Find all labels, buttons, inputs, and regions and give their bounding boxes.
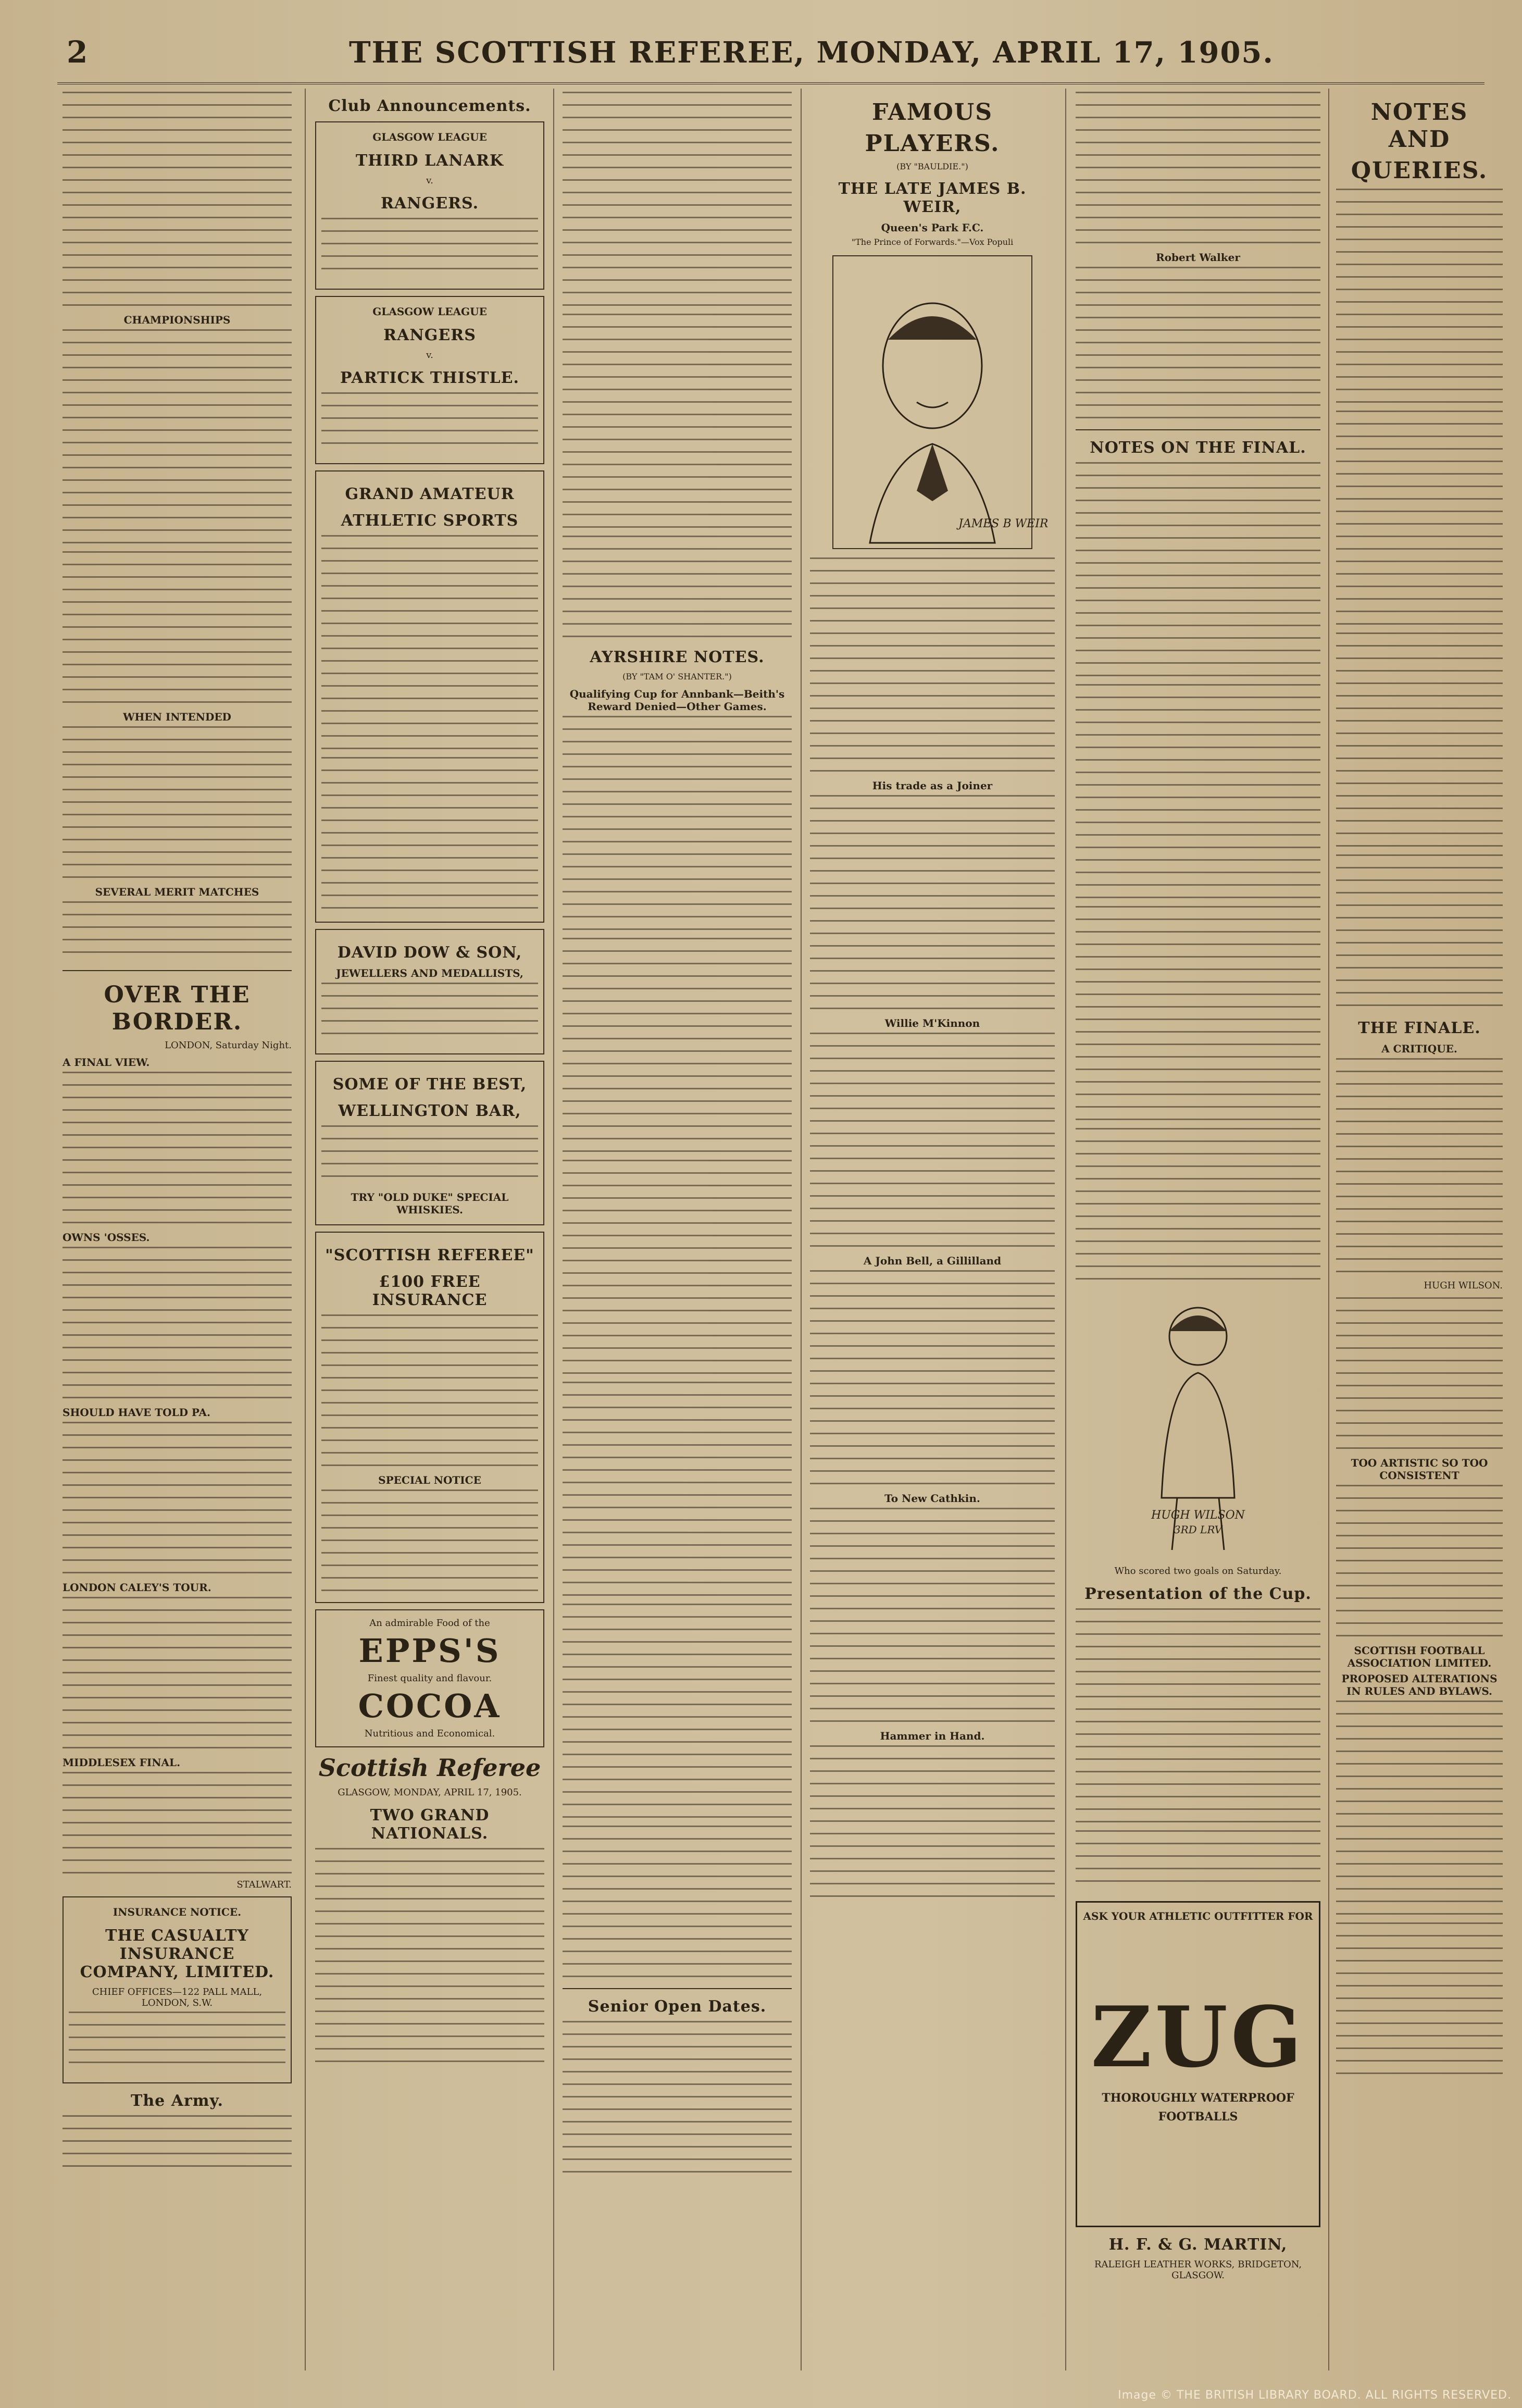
text-block (563, 92, 792, 311)
text-block (321, 535, 538, 754)
ad-company-address: RALEIGH LEATHER WORKS, BRIDGETON, GLASGOW. (1094, 2259, 1302, 2281)
text-block (1076, 1128, 1320, 1284)
text-block (63, 1072, 292, 1228)
ad-team-home: RANGERS (383, 326, 476, 344)
sketch-illustration (1120, 1289, 1276, 1560)
ad-old-duke: TRY "OLD DUKE" SPECIAL WHISKIES. (351, 1191, 509, 1216)
ad-vs: v. (426, 350, 433, 361)
subhead-several-merit: SEVERAL MERIT MATCHES (95, 886, 259, 898)
column-rule (553, 89, 554, 2370)
subhead-new-cathkin: To New Cathkin. (884, 1492, 980, 1505)
ad-epps-name: EPPS'S (358, 1632, 501, 1670)
ad-third-lanark-rangers (315, 121, 544, 290)
ad-epps-quality: Finest quality and flavour. (367, 1673, 492, 1684)
text-block (1076, 906, 1320, 1125)
text-block (1336, 1058, 1503, 1277)
sketch-caption-name: HUGH WILSON (1151, 1509, 1245, 1522)
ad-team-home: THIRD LANARK (355, 152, 504, 170)
text-block (63, 551, 292, 707)
ayrshire-notes-title: AYRSHIRE NOTES. (590, 648, 765, 666)
text-block (810, 1745, 1055, 1902)
insurance-notice-title: INSURANCE NOTICE. (113, 1906, 242, 1918)
subhead-championships: CHAMPIONSHIPS (123, 314, 231, 326)
ad-grand-amateur: GRAND AMATEUR (345, 485, 515, 503)
text-block (63, 2115, 292, 2178)
senior-open-dates: Senior Open Dates. (588, 1997, 767, 2016)
ad-epps-tag: An admirable Food of the (369, 1618, 490, 1629)
column-4 (810, 89, 1055, 2370)
ad-wellington-name: WELLINGTON BAR, (338, 1102, 521, 1120)
portrait-caption: JAMES B WEIR (958, 517, 1049, 530)
subhead-should-have-told: SHOULD HAVE TOLD PA. (63, 1406, 210, 1419)
text-block (63, 1597, 292, 1753)
portrait-james-weir (832, 255, 1049, 549)
subhead-john-bell: A John Bell, a Gillilland (863, 1255, 1002, 1267)
text-block (63, 1772, 292, 1876)
divider (1076, 429, 1320, 430)
newspaper-title: THE SCOTTISH REFEREE, MONDAY, APRIL 17, 1905. (349, 35, 1274, 70)
text-block (1076, 1830, 1320, 1893)
text-block (321, 1125, 538, 1188)
text-block (563, 938, 792, 1157)
column-6 (1336, 89, 1503, 2370)
the-finale-title: THE FINALE. (1358, 1019, 1481, 1037)
text-block (563, 1160, 792, 1379)
subject-tag: "The Prince of Forwards."—Vox Populi (851, 237, 1014, 247)
ad-zug-header: ASK YOUR ATHLETIC OUTFITTER FOR (1083, 1910, 1313, 1922)
column-1 (63, 89, 292, 2370)
text-block (810, 1270, 1055, 1489)
page-number: 2 (67, 34, 88, 70)
subhead-robert-walker: Robert Walker (1156, 251, 1240, 264)
text-block (321, 1314, 538, 1471)
notes-on-final-title: NOTES ON THE FINAL. (1090, 439, 1306, 457)
text-block (1076, 462, 1320, 681)
text-block (1336, 1701, 1503, 1919)
ad-zug-footballs-label: FOOTBALLS (1158, 2110, 1238, 2124)
text-block (1076, 684, 1320, 903)
insurance-company: THE CASUALTY INSURANCE COMPANY, LIMITED. (80, 1927, 275, 1981)
text-block (63, 901, 292, 964)
text-block (1076, 267, 1320, 423)
ad-athletic-sports (315, 470, 544, 923)
text-block (1336, 1922, 1503, 2079)
text-block (810, 1033, 1055, 1251)
text-block (563, 1382, 792, 1600)
ad-epps-cocoa (315, 1609, 544, 1747)
divider (563, 1988, 792, 1989)
divider (63, 970, 292, 971)
ayrshire-byline: (BY "TAM O' SHANTER.") (622, 672, 732, 681)
ad-nutritious: Nutritious and Economical. (364, 1728, 495, 1739)
text-block (315, 1848, 544, 2067)
text-block (1076, 1608, 1320, 1827)
text-block (563, 716, 792, 935)
text-block (1336, 1485, 1503, 1641)
sfa-title: SCOTTISH FOOTBALL ASSOCIATION LIMITED. (1347, 1644, 1492, 1669)
text-block (63, 1422, 292, 1578)
text-block (1336, 854, 1503, 1011)
sketch-sub: Who scored two goals on Saturday. (1114, 1566, 1282, 1577)
subhead-owns-osses: OWNS 'OSSES. (63, 1231, 150, 1244)
ad-zug-waterproof: THOROUGHLY WATERPROOF (1102, 2091, 1294, 2105)
text-block (321, 392, 538, 455)
signature-stalwart: STALWART. (236, 1879, 292, 1890)
too-artistic-subhead: TOO ARTISTIC SO TOO CONSISTENT (1351, 1457, 1488, 1482)
subhead-willie: Willie M'Kinnon (884, 1017, 980, 1029)
proposed-alterations: PROPOSED ALTERATIONS IN RULES AND BYLAWS. (1341, 1672, 1498, 1697)
ad-league-label: GLASGOW LEAGUE (372, 131, 487, 143)
feature-title-over-border: OVER THE BORDER. (104, 982, 251, 1035)
ad-special-notice: SPECIAL NOTICE (378, 1474, 481, 1486)
queries-title: QUERIES. (1351, 157, 1488, 184)
text-block (810, 795, 1055, 1014)
text-block (1336, 632, 1503, 851)
text-block (321, 983, 538, 1045)
ad-zug-brand: ZUG (1091, 1988, 1305, 2086)
ad-david-dow-name: DAVID DOW & SON, (337, 944, 522, 962)
a-critique-title: A CRITIQUE. (1381, 1042, 1457, 1055)
signature-hugh-wilson: HUGH WILSON. (1424, 1280, 1503, 1291)
subhead-when-intended: WHEN INTENDED (123, 711, 231, 723)
ad-wellington-bar (315, 1061, 544, 1225)
text-block (321, 757, 538, 913)
ad-david-dow (315, 929, 544, 1054)
subhead-trade: His trade as a Joiner (872, 779, 993, 792)
famous-byline: (BY "BAULDIE.") (896, 162, 968, 171)
referee-date-line: GLASGOW, MONDAY, APRIL 17, 1905. (338, 1787, 522, 1798)
image-credit: Image © THE BRITISH LIBRARY BOARD. ALL RIGHTS RESERVED. (1118, 2389, 1512, 2402)
text-block (1336, 1297, 1503, 1454)
subhead-london-caleys: LONDON CALEY'S TOUR. (63, 1581, 211, 1594)
text-block (321, 218, 538, 280)
text-block (63, 726, 292, 883)
ad-athletic-sports-title: ATHLETIC SPORTS (341, 512, 519, 530)
text-block (63, 92, 292, 311)
portrait-illustration (839, 262, 1049, 543)
ad-referee-name: "SCOTTISH REFEREE" (325, 1246, 534, 1264)
ad-zug-footballs (1076, 1901, 1320, 2227)
two-grand-nationals: TWO GRAND NATIONALS. (370, 1806, 490, 1843)
text-block (1076, 92, 1320, 248)
column-3 (563, 89, 792, 2370)
ad-some-best: SOME OF THE BEST, (332, 1075, 527, 1094)
club-announcements-title: Club Announcements. (328, 97, 531, 115)
text-block (563, 1826, 792, 1982)
text-block (1336, 411, 1503, 629)
text-block (563, 314, 792, 532)
text-block (63, 329, 292, 548)
text-block (563, 536, 792, 640)
column-rule (1328, 89, 1329, 2370)
players-title: PLAYERS. (865, 130, 1000, 157)
column-2 (315, 89, 544, 2370)
text-block (1336, 189, 1503, 407)
ad-free-insurance (315, 1232, 544, 1603)
ad-jewellers: JEWELLERS AND MEDALLISTS, (336, 967, 523, 979)
ad-rangers-partick (315, 296, 544, 464)
ad-vs: v. (426, 175, 433, 186)
text-block (810, 557, 1055, 776)
famous-title: FAMOUS (872, 99, 993, 126)
army-title: The Army. (131, 2092, 223, 2110)
sketch-hugh-wilson (1120, 1289, 1276, 1560)
text-block (563, 2021, 792, 2177)
ad-company-name: H. F. & G. MARTIN, (1108, 2236, 1288, 2254)
subject-name: THE LATE JAMES B. WEIR, (838, 180, 1027, 216)
column-rule (305, 89, 306, 2370)
subhead-middlesex: MIDDLESEX FINAL. (63, 1756, 181, 1769)
column-rule (801, 89, 802, 2370)
column-rule (1065, 89, 1066, 2370)
ad-cocoa: COCOA (358, 1687, 502, 1725)
text-block (321, 1490, 538, 1594)
column-5 (1076, 89, 1320, 2370)
presentation-title: Presentation of the Cup. (1084, 1585, 1312, 1603)
ad-team-away: RANGERS. (380, 194, 479, 213)
ad-league-label: GLASGOW LEAGUE (372, 305, 487, 318)
subject-club: Queen's Park F.C. (881, 221, 984, 234)
sketch-caption-club: 3RD LRV (1174, 1523, 1222, 1536)
insurance-address: CHIEF OFFICES—122 PALL MALL, LONDON, S.W. (92, 1987, 263, 2008)
text-block (563, 1604, 792, 1822)
insurance-notice-box (63, 1896, 292, 2083)
subhead-hammer: Hammer in Hand. (880, 1730, 985, 1742)
subhead-final-view: A FINAL VIEW. (63, 1056, 150, 1069)
ayrshire-subhead: Qualifying Cup for Annbank—Beith's Reward Denied—Other Games. (569, 688, 785, 713)
dateline: LONDON, Saturday Night. (165, 1040, 292, 1051)
notes-and-title: NOTES AND (1370, 99, 1468, 153)
referee-script-masthead: Scottish Referee (318, 1754, 541, 1782)
text-block (69, 2012, 285, 2074)
text-block (810, 1508, 1055, 1727)
ad-team-away: PARTICK THISTLE. (340, 369, 519, 387)
masthead (57, 30, 1484, 84)
text-block (63, 1247, 292, 1403)
ad-free-insurance-title: £100 FREE INSURANCE (372, 1273, 488, 1309)
